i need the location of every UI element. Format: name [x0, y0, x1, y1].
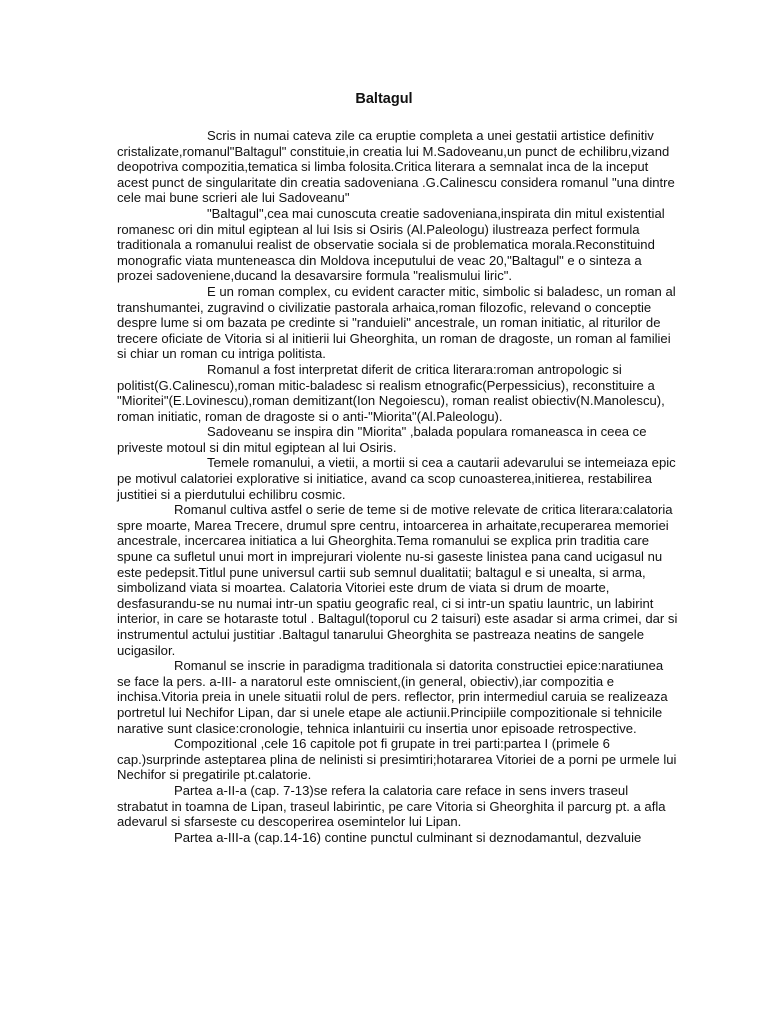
paragraph-10: Partea a-II-a (cap. 7-13)se refera la calatoria care reface in sens invers traseul strabatut in toamna de Lipan, traseul labirintic, pe care Vitoria si Gheorghita il parcurg pt. a afla adevarul si sfarseste cu descoperirea osemintelor lui Lipan. [117, 782, 666, 830]
paragraph-5: Sadoveanu se inspira din "Miorita" ,balada populara romaneasca in ceea ce priveste motoul si din mitul egiptean al lui Osiris. [117, 424, 647, 455]
document-title: Baltagul [355, 91, 413, 107]
paragraph-2: "Baltagul",cea mai cunoscuta creatie sadoveniana,inspirata din mitul existential romanesc ori din mitul egiptean al lui Isis si Osiris (Al.Paleologu) ilustreaza perfect formula traditionala a romanului realist de observatie sociala si de problematica morala.Reconstituind monografic viata munteneasca din Moldova inceputului de veac 20,"Baltagul" e o sinteza a prozei sadoveniene,ducand la desavarsire formula "realismului liric". [117, 205, 665, 284]
paragraph-11: Partea a-III-a (cap.14-16) contine punctul culminant si deznodamantul, dezvaluie [174, 829, 642, 845]
paragraph-1: Scris in numai cateva zile ca eruptie completa a unei gestatii artistice definitiv cristalizate,romanul"Baltagul" constituie,in creatia lui M.Sadoveanu,un punct de echilibru,vizand deopotriva compozitia,tematica si limba folosita.Critica literara a semnalat inca de la inceput acest punct de singularitate din creatia sadoveniana .G.Calinescu considera romanul "una dintre cele mai bune scrieri ale lui Sadoveanu" [117, 128, 675, 206]
document-body [117, 128, 679, 845]
paragraph-6: Temele romanului, a vietii, a mortii si cea a cautarii adevarului se intemeiaza epic pe motivul calatoriei explorative si initiatice, avand ca scop cunoasterea,initierea, restabilirea justitiei si a pierdutului echilibru cosmic. [117, 455, 676, 502]
paragraph-9: Compozitional ,cele 16 capitole pot fi grupate in trei parti:partea I (primele 6 cap.)surprinde asteptarea plina de nelinisti si presimtiri;hotararea Vitoriei de a porni pe urmele lui Nechifor si pregatirile pt.calatorie. [117, 736, 677, 783]
paragraph-8: Romanul se inscrie in paradigma traditionala si datorita constructiei epice:naratiunea se face la pers. a-III- a naratorul este omniscient,(in general, obiectiv),iar compozitia e inchisa.Vitoria preia in unele situatii rolul de pers. reflector, prin intermediul caruia se realizeaza portretul lui Nechifor Lipan, dar si unele etape ale actiunii.Principiile compozitionale si tehnicile narative sunt clasice:cronologie, tehnica inlantuirii cu insertia unor episoade retrospective. [117, 658, 668, 736]
paragraph-3: E un roman complex, cu evident caracter mitic, simbolic si baladesc, un roman al transhumantei, zugravind o civilizatie pastorala arhaica,roman filozofic, relevand o conceptie despre lume si om bazata pe credinte si "randuieli" ancestrale, un roman initiatic, al riturilor de trecere oficiate de Vitoria si al initierii lui Gheorghita, un roman de dragoste, un roman al familiei si chiar un roman cu intriga politista. [117, 283, 676, 362]
paragraph-7: Romanul cultiva astfel o serie de teme si de motive relevate de critica literara:calatoria spre moarte, Marea Trecere, drumul spre centru, intoarcerea in arhaitate,recuperarea memoriei ancestrale, incercarea initiatica a lui Gheorghita.Tema romanului se explica prin traditia care spune ca sufletul unui mort in imprejurari violente nu-si gaseste linistea pana cand ucigasul nu este pedepsit.Titlul pune universul cartii sub semnul dualitatii; baltagul e si unealta, si arma, simbolizand viata si moartea. Calatoria Vitoriei este drum de viata si drum de moarte, desfasurandu-se nu numai intr-un spatiu geografic real, ci si intr-un spatiu launtric, un labirint interior, in care se hotaraste totul . Baltagul(toporul cu 2 taisuri) este asadar si arma crimei, dar si instrumentul actului justitiar .Baltagul tanarului Gheorghita se pastreaza neatins de sangele ucigasilor. [117, 502, 678, 658]
paragraph-4: Romanul a fost interpretat diferit de critica literara:roman antropologic si politist(G.Calinescu),roman mitic-baladesc si realism etnografic(Perpessicius), reconstituire a "Mioritei"(E.Lovinescu),roman demitizant(Ion Negoiescu), roman realist obiectiv(N.Manolescu), roman initiatic, roman de dragoste si o anti-"Miorita"(Al.Paleologu). [117, 361, 665, 424]
